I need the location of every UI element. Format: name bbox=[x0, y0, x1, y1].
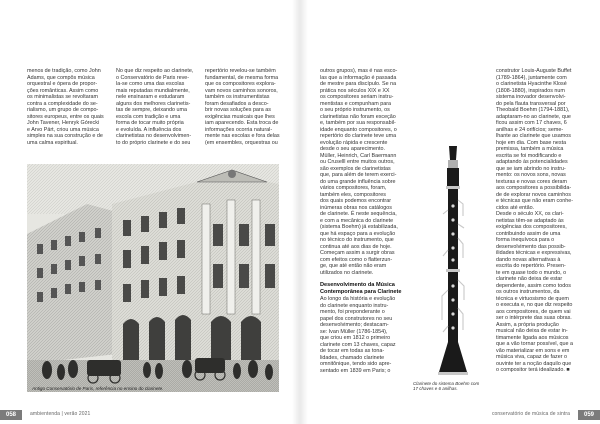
left-running-footer: ambientenda | verão 2021 bbox=[30, 411, 91, 417]
engraving-caption: Antigo Conservatório de Paris, referência no ensino do clarinete. bbox=[32, 386, 164, 391]
conservatory-engraving-image bbox=[27, 164, 279, 392]
left-column-1-text: menos de tradição, como John Adams, que compôs música orquestral e ópera de propor- ções românticas. Assim como os minimalistas se revoltaram contra a complexidade do se- rialismo, um grupo de compo- sitores europeus, entre os quais John Tavener, Henryk Górecki e Arvo Pärt, criou uma música simples na sua construção e de uma calma espiritual. bbox=[27, 68, 104, 146]
right-page-number: 059 bbox=[578, 410, 600, 420]
left-footer bbox=[0, 404, 300, 424]
right-footer bbox=[300, 404, 600, 424]
clarinet-caption: Clarinete do sistema Boehm com 17 chaves e 6 anilhas. bbox=[413, 381, 480, 392]
left-page-number: 058 bbox=[0, 410, 22, 420]
right-column-1 bbox=[320, 68, 404, 374]
left-column-3-text: repertório revelou-se também fundamental, de mesma forma que os compositores explora- vam novos caminhos sonoros, também os instrumentistas foram desafiados a desco- brir novas soluções para as exigências musicais que lhes iam aparecendo. Esta troca de informações ocorria natural- mente nas escolas e fora delas (em ensembles, orquestras ou bbox=[205, 68, 280, 146]
right-column-1-text-b: Ao longo da história e evolução do clarinete enquanto instru- mento, foi preponderante o papel dos construtores no seu desenvolvimento; destacam- se: Ivan Müller (1786-1854), que criou em 1812 o primeiro clarinete com 13 chaves, capaz de tocar em todas as tona- lidades, chamado clarinete omnitônique, tendo sido apre- sentado em 1839 em Paris; o bbox=[320, 296, 396, 374]
right-column-2-text: construtor Louis-Auguste Buffet (1789-1864), juntamente com o clarinetista Hyacinthe Klosé (1808-1880), inspirados num sistema inovador desenvolvi- do pela flauta transversal por Theobald Boehm (1794-1881), adaptaram-no ao clarinete, que ficou assim com 17 chaves, 6 anilhas e 24 orifícios; seme- lhante ao clarinete que usamos hoje em dia. Com base nesta premissa, também a música escrita se foi modificando e adaptando às potencialidades que se iam abrindo no instru- mento: os novos sons, novas texturas e novas cores deram aos compositores a possibilida- de de explorar novos caminhos e técnicas que não eram conhe- cidos até então. Desde o século XX, os clari- netistas têm-se adaptado às exigências dos compositores, contribuindo assim de uma forma inequívoca para o desenvolvimento das possib- ilidades técnicas e expressivas, dando novas alternativas à escrita do repertório. Presen- te em quase todo o mundo, o clarinete não deixa de estar dependente, assim como todos os outros instrumentos, da técnica e virtuosismo de quem o executa e, no que diz respeito aos compositores, de quem vai ser o intérprete das suas obras. Assim, a própria produção musical não deixa de estar in- timamente ligada aos músicos que a vão tornar possível, que a vão materializar em sons e em música viva, capaz de fazer o ouvinte ter a noção daquilo que o compositor terá idealizado. ■ bbox=[496, 68, 574, 373]
right-running-footer: conservatório de música de sintra bbox=[491, 411, 570, 417]
right-column-2 bbox=[496, 68, 576, 374]
right-column-1-text-a: outros grupos), mas é nas esco- las que a informação é passada de mestre para discípulo. Se na prática nos séculos XIX e XX os compositores seriam instru- mentistas e compunham para o seu próprio instrumento, os clarinetistas não foram exceção e, também por sua responsabil- idade enquanto compositores, o repertório do clarinete teve uma evolução rápida e crescente desde o seu aparecimento. Müller, Heinrich, Carl Baermann ou Cruselll entre muitos outros, são exemplos de clarinetistas que, para além de terem exerci- do uma grande influência sobre vários compositores, foram, também eles, compositores dos quais podemos encontrar inúmeras obras nos catálogos de clarinete. É neste sequência, e com a mecânica do clarinete (sistema Boehm) já estabilizada, que há espaço para a evolução no técnico do instrumento, que continua até aos dias de hoje. Começam assim a surgir obras com efeitos como o flatterzun- ge, que até então não eram utilizados no clarinete. bbox=[320, 68, 398, 276]
left-column-2 bbox=[116, 68, 194, 146]
left-column-2-text: No que diz respeito ao clarinete, o Conservatório de Paris reve- la-se como uma das escolas mais reputadas mundialmente, nele ensinaram e estudaram alguns dos melhores clarinetis- tas de sempre, deixando uma escola com tradição e uma forma de tocar muito própria e evoluída. A influência dos clarinetistas no desenvolvimen- to do próprio clarinete e do seu bbox=[116, 68, 194, 146]
clarinet-image bbox=[413, 140, 493, 380]
left-column-3 bbox=[205, 68, 285, 146]
section-heading: Desenvolvimento da Música Contemporânea para Clarinete bbox=[320, 282, 402, 295]
left-column-1 bbox=[27, 68, 105, 146]
